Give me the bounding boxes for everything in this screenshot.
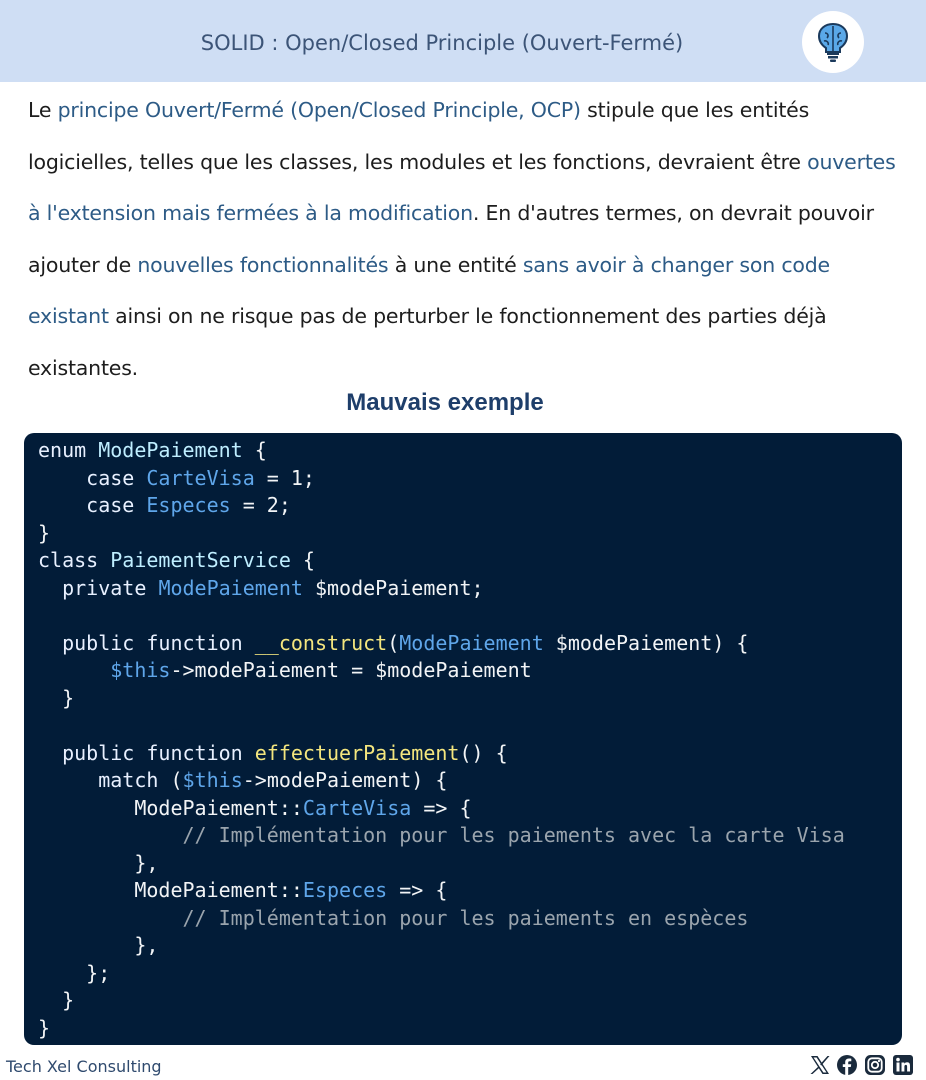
code-line: }: [38, 988, 75, 1012]
code-line: }: [38, 520, 51, 545]
code-line: [38, 437, 845, 465]
intro-text: stipule que les entités logicielles, telles que les classes, les modules et les fonctions, devraient être: [28, 98, 810, 174]
code-space: [134, 466, 146, 490]
code-line: [38, 877, 845, 905]
intro-text: Le: [28, 98, 58, 122]
code-reference: $this: [182, 768, 243, 792]
code-text: = 1;: [254, 465, 315, 490]
code-space: [243, 631, 255, 655]
intro-highlight: sans avoir à changer son code existant: [28, 252, 830, 328]
instagram-icon[interactable]: [864, 1054, 886, 1076]
code-line: [38, 822, 845, 850]
code-keyword: enum: [38, 438, 87, 462]
intro-highlight: nouvelles fonctionnalités: [137, 252, 389, 277]
code-function-name: __construct: [254, 630, 388, 655]
code-keyword: private: [62, 575, 147, 600]
x-icon[interactable]: [809, 1054, 831, 1076]
code-text: => {: [387, 878, 448, 902]
code-indent: [38, 906, 183, 930]
code-reference: ModePaiement: [399, 630, 544, 655]
code-text: ModePaiement::: [134, 795, 303, 820]
code-line: [38, 547, 845, 575]
code-function-name: effectuerPaiement: [254, 740, 460, 765]
intro-text: . En d'autres termes, on devrait pouvoir ajouter de: [28, 201, 874, 277]
code-keyword: case: [86, 465, 135, 490]
code-line: [38, 905, 845, 933]
code-line: [38, 602, 845, 630]
code-keyword: public function: [62, 630, 243, 655]
code-type-name: ModePaiement: [98, 438, 243, 462]
linkedin-icon[interactable]: [892, 1054, 914, 1076]
code-space: [86, 438, 98, 462]
code-type-name: PaiementService: [110, 548, 291, 572]
code-space: [146, 576, 158, 600]
code-space: [98, 548, 110, 572]
code-text: ->modePaiement) {: [242, 768, 448, 792]
brain-lightbulb-icon: [802, 11, 864, 73]
code-comment: // Implémentation pour les paiements avec la carte Visa: [182, 823, 845, 847]
code-reference: $this: [110, 658, 171, 682]
code-reference: ModePaiement: [158, 575, 303, 600]
intro-highlight: principe Ouvert/Fermé (Open/Closed Principle, OCP): [57, 98, 581, 122]
code-indent: [38, 466, 86, 490]
code-line: },: [38, 850, 159, 875]
code-comment: // Implémentation pour les paiements en espèces: [182, 905, 749, 930]
code-reference: CarteVisa: [146, 465, 255, 490]
code-line: [38, 465, 845, 493]
code-keyword: case: [86, 493, 135, 517]
code-indent: [38, 493, 86, 517]
code-indent: [38, 741, 62, 765]
code-reference: CarteVisa: [302, 795, 412, 820]
code-keyword: class: [38, 548, 99, 572]
code-line: [38, 575, 845, 603]
intro-highlight: ouvertes à l'extension mais fermées à la modification: [28, 149, 896, 225]
code-text: () {: [459, 740, 508, 765]
code-line: [38, 795, 845, 823]
code-reference: Especes: [146, 493, 231, 517]
page-title: SOLID : Open/Closed Principle (Ouvert-Fermé): [200, 31, 684, 55]
code-text: {: [242, 438, 267, 462]
code-line: };: [38, 960, 111, 985]
code-reference: Especes: [302, 878, 388, 902]
footer-brand: Tech Xel Consulting: [6, 1057, 162, 1076]
code-text: {: [290, 548, 315, 572]
code-text: ->modePaiement = $modePaiement: [170, 658, 532, 682]
code-space: [134, 493, 146, 517]
code-indent: [38, 631, 62, 655]
code-line: },: [38, 933, 159, 957]
code-line: [38, 630, 845, 658]
code-line: [38, 712, 845, 740]
code-line: [38, 492, 845, 520]
code-text: $modePaiement;: [302, 575, 484, 600]
code-space: [243, 741, 255, 765]
code-indent: [38, 576, 62, 600]
code-text: = 2;: [230, 493, 291, 517]
code-line: [38, 657, 845, 685]
code-line: [38, 767, 845, 795]
section-subtitle: Mauvais exemple: [346, 389, 544, 416]
code-indent: [38, 658, 110, 682]
code-keyword: match: [98, 768, 159, 792]
code-line: [38, 740, 845, 768]
code-text: $modePaiement) {: [543, 630, 749, 655]
code-indent: [38, 768, 98, 792]
intro-paragraph: [28, 85, 908, 394]
code-line: }: [38, 685, 75, 710]
code-keyword: public function: [62, 740, 243, 765]
code-text: ModePaiement::: [134, 878, 303, 902]
code-text: => {: [411, 795, 472, 820]
code-text: (: [158, 768, 183, 792]
code-indent: [38, 878, 134, 902]
code-listing: [38, 437, 845, 1042]
facebook-icon[interactable]: [836, 1054, 858, 1076]
code-indent: [38, 823, 183, 847]
code-indent: [38, 796, 134, 820]
intro-text: ainsi on ne risque pas de perturber le fonctionnement des parties déjà existantes.: [28, 304, 827, 380]
code-line: }: [38, 1015, 51, 1040]
code-text: (: [387, 630, 400, 655]
intro-text: à une entité: [388, 252, 523, 277]
